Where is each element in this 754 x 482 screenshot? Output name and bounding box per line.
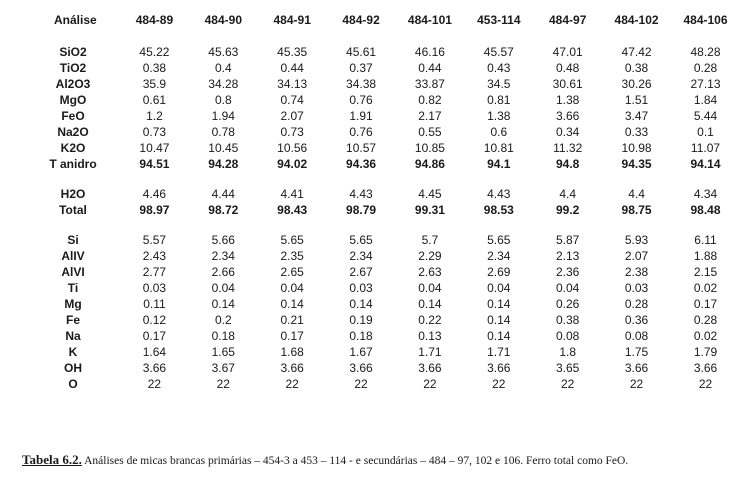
table-cell: 35.9 xyxy=(142,77,167,91)
header-spacer xyxy=(40,36,740,44)
row-label: K2O xyxy=(60,141,86,155)
table-cell: 2.43 xyxy=(142,249,167,263)
table-body xyxy=(40,36,740,392)
table-cell: 98.75 xyxy=(621,203,652,217)
table-cell: 5.7 xyxy=(421,233,439,247)
table-cell: 4.4 xyxy=(628,187,645,201)
table-cell: 2.34 xyxy=(487,249,511,263)
table-cell: 3.66 xyxy=(693,361,718,375)
table-cell: 2.15 xyxy=(693,265,718,279)
table-cell: 4.46 xyxy=(142,187,167,201)
table-cell: 0.44 xyxy=(418,61,442,75)
table-row xyxy=(40,376,740,392)
table-row xyxy=(40,248,740,264)
table-cell: 0.73 xyxy=(142,125,167,139)
table-cell: 0.22 xyxy=(418,313,442,327)
table-row xyxy=(40,60,740,76)
table-cell: 4.45 xyxy=(418,187,442,201)
table-cell: 1.71 xyxy=(487,345,511,359)
table-cell: 2.65 xyxy=(280,265,304,279)
table-cell: 2.34 xyxy=(211,249,235,263)
table-header-row xyxy=(40,4,740,36)
table-cell: 47.42 xyxy=(621,45,652,59)
table-cell: 45.22 xyxy=(139,45,170,59)
header-sample-453-114: 453-114 xyxy=(477,13,521,27)
table-cell: 30.61 xyxy=(552,77,583,91)
table-cell: 34.5 xyxy=(487,77,511,91)
table-cell: 0.76 xyxy=(349,93,373,107)
table-cell: 11.07 xyxy=(690,141,721,155)
header-sample-484-91: 484-91 xyxy=(273,13,311,27)
table-cell: 0.28 xyxy=(624,297,649,311)
table-cell: 5.87 xyxy=(556,233,580,247)
table-row xyxy=(40,156,740,172)
table-cell: 0.08 xyxy=(624,329,649,343)
table-row xyxy=(40,344,740,360)
table-cell: 1.38 xyxy=(487,109,511,123)
row-label: FeO xyxy=(61,109,85,123)
table-cell: 22 xyxy=(285,377,299,391)
row-label: OH xyxy=(64,361,82,375)
header-sample-484-97: 484-97 xyxy=(549,13,587,27)
table-cell: 0.11 xyxy=(143,297,166,311)
table-cell: 1.67 xyxy=(349,345,373,359)
table-cell: 0.2 xyxy=(214,313,232,327)
table-cell: 0.28 xyxy=(693,313,718,327)
table-cell: 5.65 xyxy=(487,233,511,247)
table-cell: 22 xyxy=(492,377,506,391)
table-cell: 98.97 xyxy=(139,203,170,217)
analysis-table-container xyxy=(40,4,740,392)
table-cell: 2.38 xyxy=(624,265,649,279)
table-cell: 3.66 xyxy=(418,361,442,375)
table-cell: 0.04 xyxy=(556,281,580,295)
table-cell: 22 xyxy=(423,377,437,391)
table-cell: 22 xyxy=(629,377,644,391)
mica-analysis-table xyxy=(40,4,740,392)
row-label: SiO2 xyxy=(59,45,87,59)
table-cell: 1.94 xyxy=(211,109,235,123)
table-cell: 0.04 xyxy=(418,281,442,295)
table-row xyxy=(40,360,740,376)
table-cell: 0.04 xyxy=(211,281,235,295)
table-cell: 0.14 xyxy=(487,297,511,311)
table-cell: 10.98 xyxy=(621,141,652,155)
header-sample-484-101: 484-101 xyxy=(407,13,452,27)
row-label: Al2O3 xyxy=(55,77,91,91)
table-cell: 0.18 xyxy=(349,329,373,343)
table-cell: 0.73 xyxy=(280,125,304,139)
header-sample-484-92: 484-92 xyxy=(342,13,380,27)
table-cell: 5.93 xyxy=(624,233,649,247)
table-cell: 2.34 xyxy=(349,249,373,263)
caption-text: Análises de micas brancas primárias – 454-3 a 453 – 114 - e secundárias – 484 – 97, 102 e 106. Ferro total como FeO. xyxy=(84,455,629,467)
table-row xyxy=(40,328,740,344)
table-cell: 94.86 xyxy=(414,157,445,171)
group-spacer xyxy=(40,172,740,186)
table-cell: 94.35 xyxy=(621,157,652,171)
table-cell: 2.69 xyxy=(487,265,511,279)
table-cell: 0.81 xyxy=(487,93,511,107)
table-cell: 2.13 xyxy=(556,249,580,263)
table-cell: 94.28 xyxy=(208,157,239,171)
table-cell: 34.38 xyxy=(346,77,377,91)
table-cell: 3.65 xyxy=(556,361,580,375)
table-cell: 99.31 xyxy=(414,203,445,217)
table-row xyxy=(40,202,740,218)
table-cell: 2.17 xyxy=(418,109,442,123)
table-cell: 1.91 xyxy=(349,109,373,123)
table-cell: 2.66 xyxy=(211,265,235,279)
table-cell: 0.03 xyxy=(349,281,373,295)
table-cell: 48.28 xyxy=(690,45,721,59)
table-cell: 3.66 xyxy=(624,361,649,375)
table-cell: 94.14 xyxy=(690,157,721,171)
table-cell: 2.07 xyxy=(280,109,304,123)
table-cell: 0.14 xyxy=(487,329,511,343)
table-cell: 22 xyxy=(698,377,713,391)
table-cell: 27.13 xyxy=(690,77,721,91)
table-cell: 22 xyxy=(561,377,575,391)
table-row xyxy=(40,296,740,312)
row-label: T anidro xyxy=(49,157,97,171)
table-cell: 2.67 xyxy=(349,265,373,279)
table-cell: 0.38 xyxy=(556,313,580,327)
table-cell: 94.8 xyxy=(556,157,580,171)
row-label: TiO2 xyxy=(59,61,87,75)
table-cell: 2.63 xyxy=(418,265,442,279)
table-cell: 45.57 xyxy=(483,45,514,59)
table-cell: 4.4 xyxy=(559,187,577,201)
table-cell: 0.33 xyxy=(624,125,649,139)
table-row xyxy=(40,140,740,156)
table-cell: 5.65 xyxy=(280,233,304,247)
table-cell: 1.38 xyxy=(556,93,580,107)
table-cell: 22 xyxy=(216,377,230,391)
table-cell: 0.78 xyxy=(211,125,235,139)
table-cell: 4.44 xyxy=(211,187,235,201)
table-cell: 98.79 xyxy=(346,203,377,217)
table-cell: 0.43 xyxy=(487,61,511,75)
table-cell: 0.38 xyxy=(142,61,167,75)
table-cell: 0.12 xyxy=(142,313,167,327)
table-cell: 98.53 xyxy=(483,203,514,217)
table-cell: 10.85 xyxy=(414,141,445,155)
table-cell: 0.36 xyxy=(624,313,649,327)
table-cell: 0.1 xyxy=(697,125,714,139)
table-cell: 0.76 xyxy=(349,125,373,139)
table-cell: 1.79 xyxy=(693,345,718,359)
table-cell: 1.2 xyxy=(146,109,163,123)
table-row xyxy=(40,232,740,248)
row-label: Total xyxy=(59,203,87,217)
table-cell: 3.66 xyxy=(349,361,373,375)
table-row xyxy=(40,312,740,328)
table-row xyxy=(40,186,740,202)
table-cell: 1.51 xyxy=(624,93,649,107)
table-cell: 10.81 xyxy=(483,141,514,155)
table-cell: 11.32 xyxy=(553,141,583,155)
header-sample-484-89: 484-89 xyxy=(135,13,174,27)
table-cell: 33.87 xyxy=(414,77,445,91)
table-cell: 34.13 xyxy=(277,77,308,91)
table-cell: 1.64 xyxy=(142,345,167,359)
table-cell: 0.17 xyxy=(142,329,167,343)
table-cell: 10.56 xyxy=(277,141,308,155)
table-cell: 0.14 xyxy=(349,297,373,311)
table-cell: 0.82 xyxy=(418,93,442,107)
table-cell: 2.29 xyxy=(418,249,442,263)
table-cell: 94.51 xyxy=(139,157,170,171)
table-cell: 99.2 xyxy=(556,203,580,217)
table-cell: 10.45 xyxy=(208,141,239,155)
table-cell: 0.14 xyxy=(418,297,442,311)
row-label: O xyxy=(68,377,78,391)
table-cell: 30.26 xyxy=(621,77,652,91)
table-cell: 0.61 xyxy=(142,93,167,107)
table-cell: 2.77 xyxy=(142,265,167,279)
row-label: AlVI xyxy=(61,265,85,279)
row-label: Si xyxy=(67,233,79,247)
table-cell: 0.03 xyxy=(624,281,649,295)
table-cell: 0.38 xyxy=(624,61,649,75)
table-cell: 0.8 xyxy=(214,93,232,107)
table-cell: 98.48 xyxy=(690,203,721,217)
table-cell: 2.07 xyxy=(624,249,649,263)
row-label: H2O xyxy=(60,187,86,201)
table-cell: 0.14 xyxy=(211,297,235,311)
table-cell: 4.43 xyxy=(349,187,373,201)
table-cell: 0.55 xyxy=(418,125,442,139)
table-cell: 98.43 xyxy=(277,203,308,217)
table-cell: 2.36 xyxy=(556,265,580,279)
table-cell: 0.37 xyxy=(349,61,373,75)
table-cell: 1.84 xyxy=(693,93,718,107)
table-cell: 0.17 xyxy=(693,297,718,311)
table-cell: 1.8 xyxy=(559,345,577,359)
table-cell: 1.75 xyxy=(624,345,649,359)
group-spacer xyxy=(40,218,740,232)
table-cell: 0.18 xyxy=(211,329,235,343)
table-row xyxy=(40,124,740,140)
table-cell: 0.03 xyxy=(142,281,167,295)
table-cell: 45.63 xyxy=(208,45,239,59)
table-cell: 0.74 xyxy=(280,93,304,107)
table-cell: 0.02 xyxy=(693,329,718,343)
table-cell: 0.04 xyxy=(487,281,511,295)
table-cell: 94.02 xyxy=(277,157,308,171)
header-label-column: Análise xyxy=(54,13,97,27)
table-cell: 45.35 xyxy=(277,45,308,59)
table-cell: 22 xyxy=(354,377,368,391)
table-cell: 22 xyxy=(147,377,162,391)
table-cell: 0.14 xyxy=(280,297,304,311)
row-label: Fe xyxy=(65,313,80,327)
table-cell: 0.21 xyxy=(280,313,304,327)
table-cell: 10.57 xyxy=(346,141,377,155)
table-cell: 4.43 xyxy=(487,187,511,201)
table-cell: 94.1 xyxy=(487,157,511,171)
table-cell: 46.16 xyxy=(414,45,445,59)
table-cell: 47.01 xyxy=(552,45,583,59)
table-cell: 3.47 xyxy=(624,109,649,123)
table-cell: 3.66 xyxy=(487,361,511,375)
table-cell: 0.34 xyxy=(556,125,580,139)
row-label: MgO xyxy=(59,93,87,107)
table-cell: 5.66 xyxy=(211,233,235,247)
table-cell: 0.48 xyxy=(556,61,580,75)
table-row xyxy=(40,76,740,92)
table-cell: 0.04 xyxy=(280,281,304,295)
row-label: Mg xyxy=(64,297,82,311)
table-cell: 10.47 xyxy=(139,141,170,155)
row-label: AlIV xyxy=(61,249,85,263)
table-cell: 4.41 xyxy=(280,187,304,201)
table-cell: 0.6 xyxy=(490,125,508,139)
table-cell: 0.44 xyxy=(280,61,304,75)
table-cell: 1.88 xyxy=(693,249,718,263)
table-cell: 0.13 xyxy=(418,329,442,343)
table-cell: 6.11 xyxy=(694,233,717,247)
table-row xyxy=(40,280,740,296)
header-sample-484-102: 484-102 xyxy=(614,13,659,27)
table-cell: 0.02 xyxy=(693,281,718,295)
table-cell: 1.68 xyxy=(280,345,304,359)
row-label: Na2O xyxy=(57,125,89,139)
row-label: K xyxy=(68,345,78,359)
table-cell: 3.66 xyxy=(142,361,167,375)
table-row xyxy=(40,264,740,280)
table-cell: 4.34 xyxy=(693,187,718,201)
table-cell: 0.4 xyxy=(214,61,232,75)
table-row xyxy=(40,44,740,60)
row-label: Na xyxy=(65,329,81,343)
table-cell: 3.66 xyxy=(280,361,304,375)
table-cell: 3.66 xyxy=(556,109,580,123)
table-row xyxy=(40,92,740,108)
table-cell: 1.65 xyxy=(211,345,235,359)
table-cell: 3.67 xyxy=(211,361,235,375)
table-cell: 2.35 xyxy=(280,249,304,263)
table-cell: 98.72 xyxy=(208,203,239,217)
row-label: Ti xyxy=(67,281,79,295)
table-cell: 5.65 xyxy=(349,233,373,247)
caption-label: Tabela 6.2. xyxy=(22,452,82,467)
table-cell: 1.71 xyxy=(418,345,442,359)
header-sample-484-90: 484-90 xyxy=(204,13,242,27)
table-cell: 0.19 xyxy=(349,313,373,327)
table-cell: 5.44 xyxy=(693,109,718,123)
table-cell: 34.28 xyxy=(208,77,239,91)
table-cell: 0.28 xyxy=(693,61,718,75)
table-cell: 94.36 xyxy=(346,157,377,171)
table-cell: 0.17 xyxy=(280,329,304,343)
header-sample-484-106: 484-106 xyxy=(683,13,728,27)
table-cell: 0.26 xyxy=(556,297,580,311)
table-caption xyxy=(22,452,742,468)
table-cell: 45.61 xyxy=(346,45,377,59)
table-cell: 0.14 xyxy=(487,313,511,327)
table-cell: 0.08 xyxy=(556,329,580,343)
table-row xyxy=(40,108,740,124)
table-cell: 5.57 xyxy=(142,233,167,247)
